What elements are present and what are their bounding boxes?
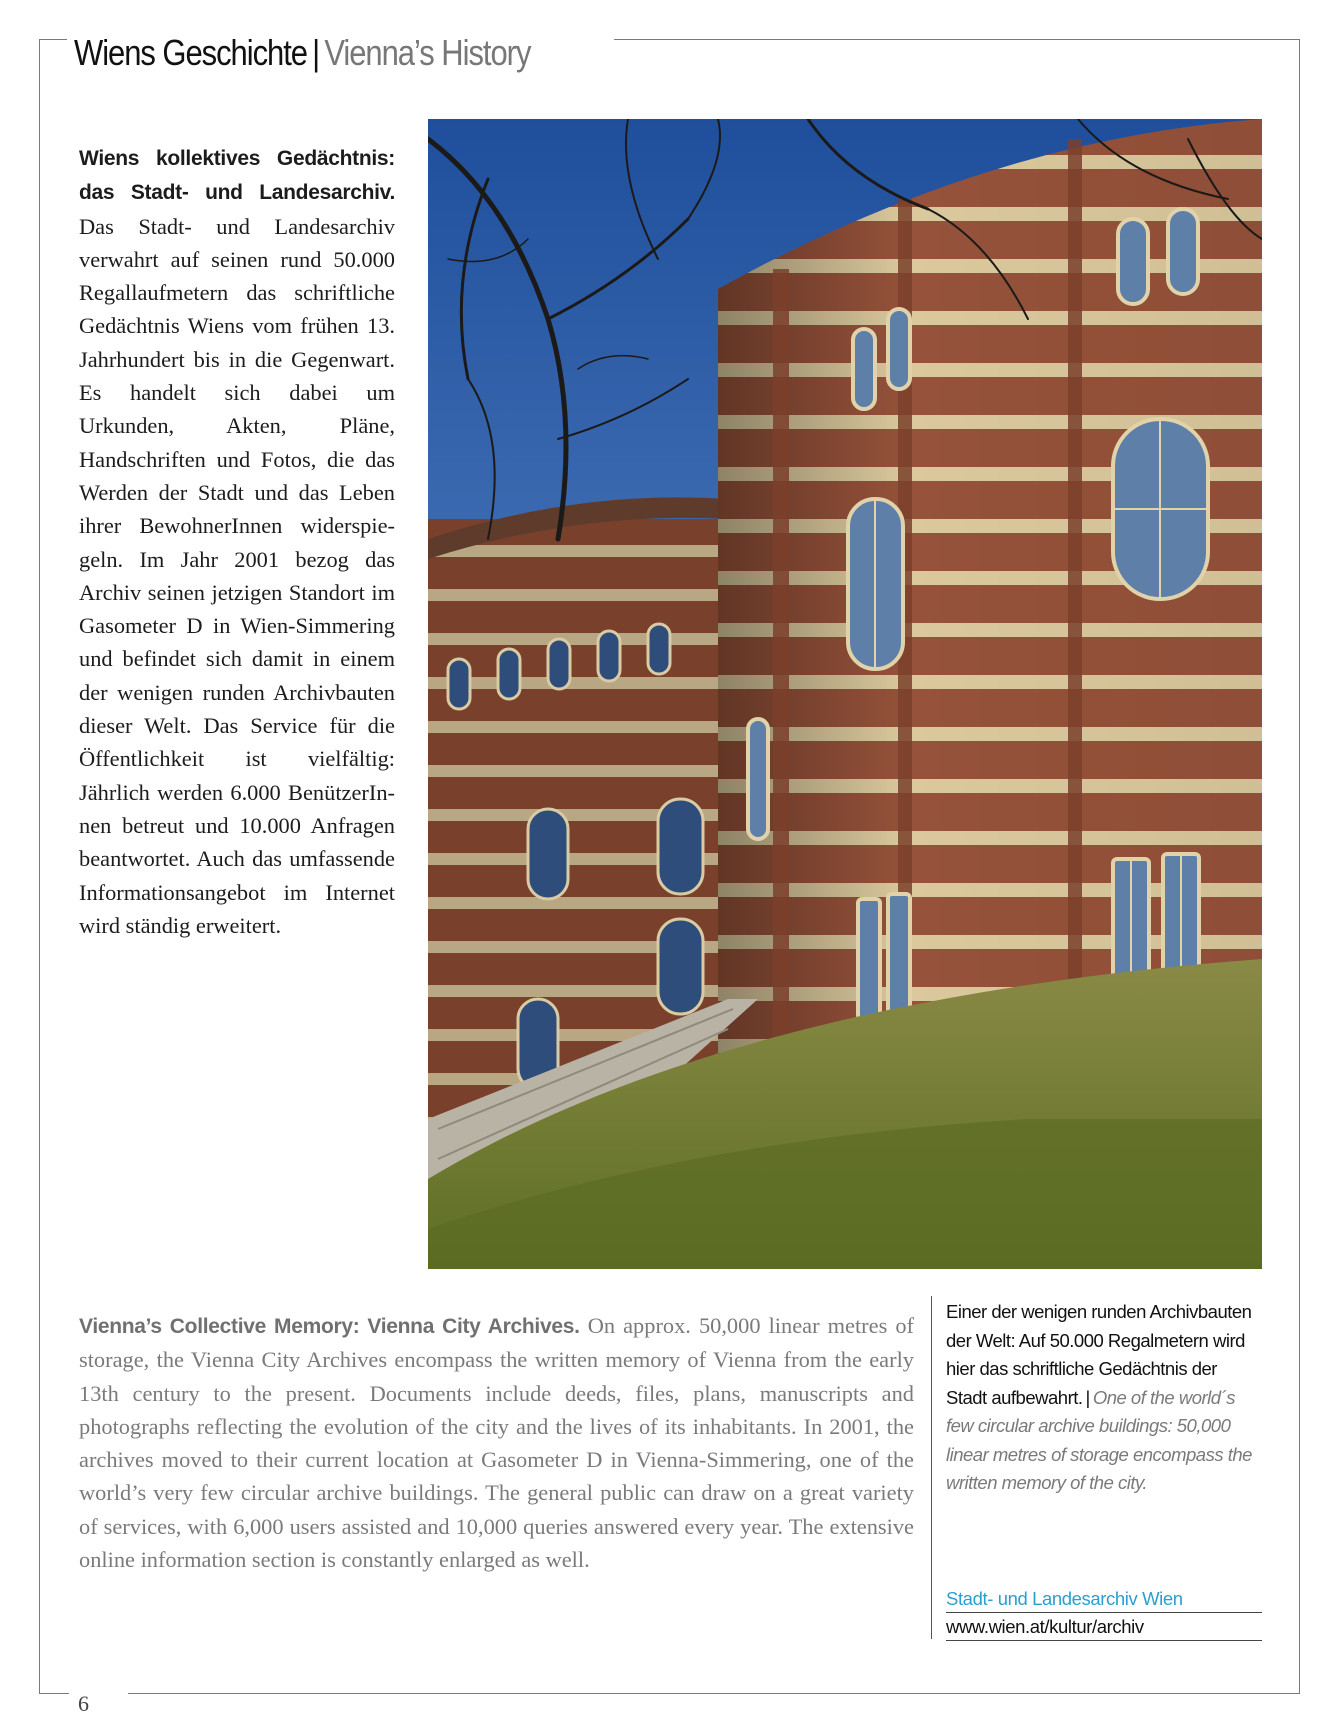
german-article-lead: Wiens kollektives Gedächtnis: das Stadt- und Landesarchiv. xyxy=(79,147,395,205)
frame-right xyxy=(1299,39,1300,1694)
caption-english: One of the world´s few circular archive buildings: 50,000 linear metres of storage encompass the written memory of the city. xyxy=(946,1386,1252,1493)
page-number: 6 xyxy=(78,1691,89,1716)
caption-german: Einer der wenigen runden Archivbauten der Welt: Auf 50.000 Regalmetern wird hier das schriftliche Gedächtnis der Stadt aufbewahrt. xyxy=(946,1301,1252,1408)
archive-url-link[interactable]: www.wien.at/kultur/archiv xyxy=(946,1614,1262,1641)
archive-link[interactable]: Stadt- und Landesarchiv Wien xyxy=(946,1586,1262,1613)
frame-bottom-left xyxy=(39,1693,69,1694)
title-english: Vienna’s History xyxy=(324,32,531,73)
english-article xyxy=(79,1309,914,1576)
gasometer-photo-illustration xyxy=(428,119,1262,1269)
page-title xyxy=(74,30,530,76)
english-article-lead: Vienna’s Collective Memory: Vienna City Archives. xyxy=(79,1315,580,1338)
caption-separator: | xyxy=(1085,1386,1090,1408)
caption-divider xyxy=(931,1296,932,1639)
frame-top-right xyxy=(614,39,1300,40)
photo-caption xyxy=(946,1298,1262,1498)
gasometer-photo xyxy=(428,119,1262,1269)
title-german: Wiens Geschichte xyxy=(74,32,307,73)
frame-top-left xyxy=(39,39,67,40)
title-separator: | xyxy=(312,32,320,73)
english-article-body: On approx. 50,000 linear metres of storage, the Vienna City Archives encompass the written memory of Vienna from the early 13th century to the present. Documents include deeds, files, plans, manuscripts and photographs reflecting the evolution of the city and the lives of its inhabitants. In 2001, the archives moved to their current location at Gasometer D in Vienna-Simmering, one of the world’s very few circular archive buildings. The general public can draw on a great variety of services, with 6,000 users assisted and 10,000 queries answered every year. The extensive online information section is constantly enlarged as well. xyxy=(79,1313,914,1573)
german-article xyxy=(79,141,395,942)
frame-bottom-right xyxy=(128,1693,1300,1694)
frame-left xyxy=(39,39,40,1694)
german-article-body: Das Stadt- und Landesarchiv verwahrt auf seinen rund 50.000 Regallaufmetern das schriftliche Gedächtnis Wiens vom frühen 13. Jahrhundert bis in die Gegenwart. Es handelt sich dabei um Urkunden, Akten, Pläne, Handschriften und Fotos, die das Werden der Stadt und das Leben ihrer BewohnerInnen widerspiegeln. Im Jahr 2001 bezog das Archiv seinen jetzigen Standort im Gasometer D in Wien-Simmering und befindet sich damit in einem der wenigen runden Archivbauten dieser Welt. Das Service für die Öffentlichkeit ist vielfältig: Jährlich werden 6.000 BenützerInnen betreut und 10.000 Anfragen beantwortet. Auch das umfassende Informationsangebot im Internet wird ständig erweitert. xyxy=(79,213,395,938)
